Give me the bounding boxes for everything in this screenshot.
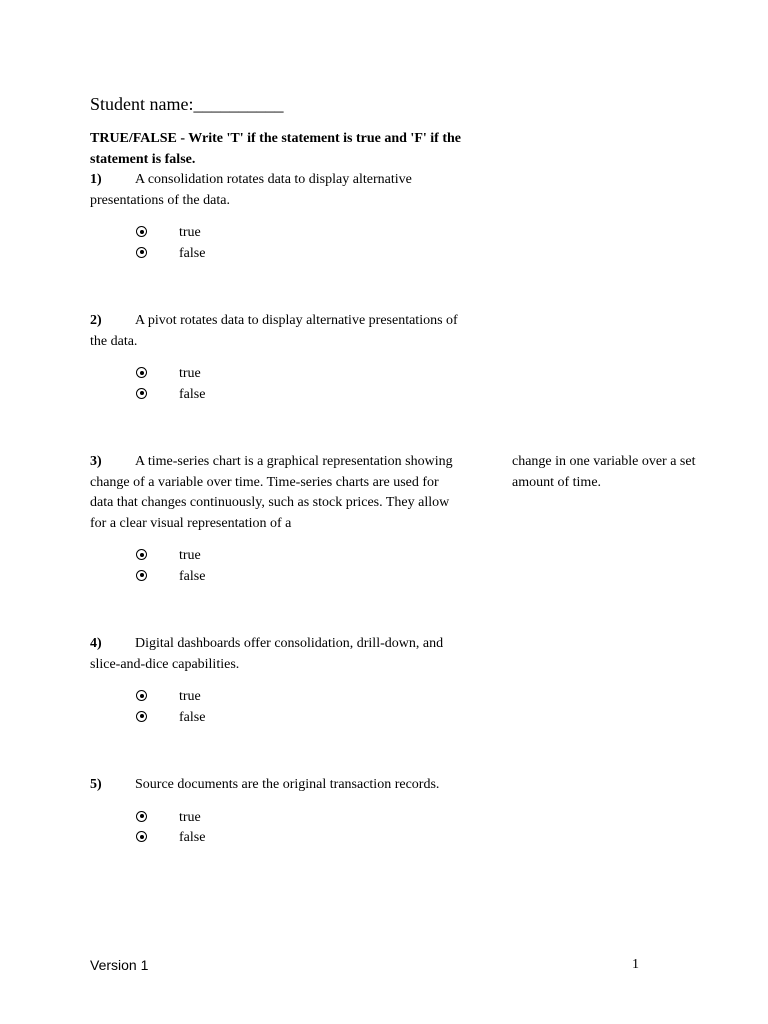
radio-icon[interactable] xyxy=(136,690,147,701)
question-2-option-false[interactable] xyxy=(136,385,690,406)
option-label: false xyxy=(179,568,206,584)
question-3-number: 3) xyxy=(90,454,102,469)
student-name-label: Student name:__________ xyxy=(90,94,284,114)
question-3-text: A time-series chart is a graphical representation showing change of a variable over time. Time-series charts are used for data that changes continuously, such as stock prices. They allow for a clear visual representation of a xyxy=(90,454,453,531)
question-2-text-block xyxy=(90,311,460,352)
question-3 xyxy=(90,452,696,587)
question-1-options xyxy=(90,223,690,264)
radio-icon[interactable] xyxy=(136,247,147,258)
radio-icon[interactable] xyxy=(136,811,147,822)
option-label: true xyxy=(179,548,201,563)
footer-version: Version 1 xyxy=(90,957,149,973)
radio-icon[interactable] xyxy=(136,711,147,722)
footer-page-number: 1 xyxy=(632,957,639,972)
radio-icon[interactable] xyxy=(136,226,147,237)
option-label: false xyxy=(179,709,206,725)
question-2-option-true[interactable] xyxy=(136,364,690,385)
question-2-options xyxy=(90,364,690,405)
question-2-number: 2) xyxy=(90,313,102,328)
question-5 xyxy=(90,775,690,849)
question-5-number: 5) xyxy=(90,777,102,792)
question-5-text-block xyxy=(90,775,510,796)
question-4-text: Digital dashboards offer consolidation, drill-down, and slice-and-dice capabilities. xyxy=(90,636,444,672)
radio-icon[interactable] xyxy=(136,831,147,842)
question-4-option-false[interactable] xyxy=(136,708,690,729)
question-1-text-block xyxy=(90,170,460,211)
option-label: true xyxy=(179,366,201,381)
radio-icon[interactable] xyxy=(136,367,147,378)
question-1-text: A consolidation rotates data to display alternative presentations of the data. xyxy=(90,172,412,208)
question-1-number: 1) xyxy=(90,172,102,187)
option-label: true xyxy=(179,225,201,240)
radio-icon[interactable] xyxy=(136,388,147,399)
question-3-option-false[interactable] xyxy=(136,567,690,588)
question-3-side-text: change in one variable over a set amount of time. xyxy=(512,454,696,490)
option-label: true xyxy=(179,689,201,704)
question-5-text: Source documents are the original transaction records. xyxy=(135,777,440,792)
question-4-options xyxy=(90,687,690,728)
question-1-option-true[interactable] xyxy=(136,223,690,244)
question-2 xyxy=(90,311,690,405)
radio-icon[interactable] xyxy=(136,570,147,581)
question-5-option-true[interactable] xyxy=(136,808,690,829)
option-label: false xyxy=(179,830,206,845)
question-1-option-false[interactable] xyxy=(136,244,690,265)
question-3-option-true[interactable] xyxy=(136,546,690,567)
option-label: true xyxy=(179,809,201,825)
question-3-text-block xyxy=(90,452,460,534)
option-label: false xyxy=(179,386,206,402)
question-5-option-false[interactable] xyxy=(136,828,690,849)
option-label: false xyxy=(179,245,206,261)
question-3-options xyxy=(90,546,690,587)
question-4 xyxy=(90,634,690,728)
question-2-text: A pivot rotates data to display alternative presentations of the data. xyxy=(90,313,458,349)
instructions-heading: TRUE/FALSE - Write 'T' if the statement is true and 'F' if the statement is false. xyxy=(90,131,461,167)
question-4-option-true[interactable] xyxy=(136,687,690,708)
question-4-number: 4) xyxy=(90,636,102,651)
question-1 xyxy=(90,170,690,264)
question-4-text-block xyxy=(90,634,460,675)
question-5-options xyxy=(90,808,690,849)
radio-icon[interactable] xyxy=(136,549,147,560)
